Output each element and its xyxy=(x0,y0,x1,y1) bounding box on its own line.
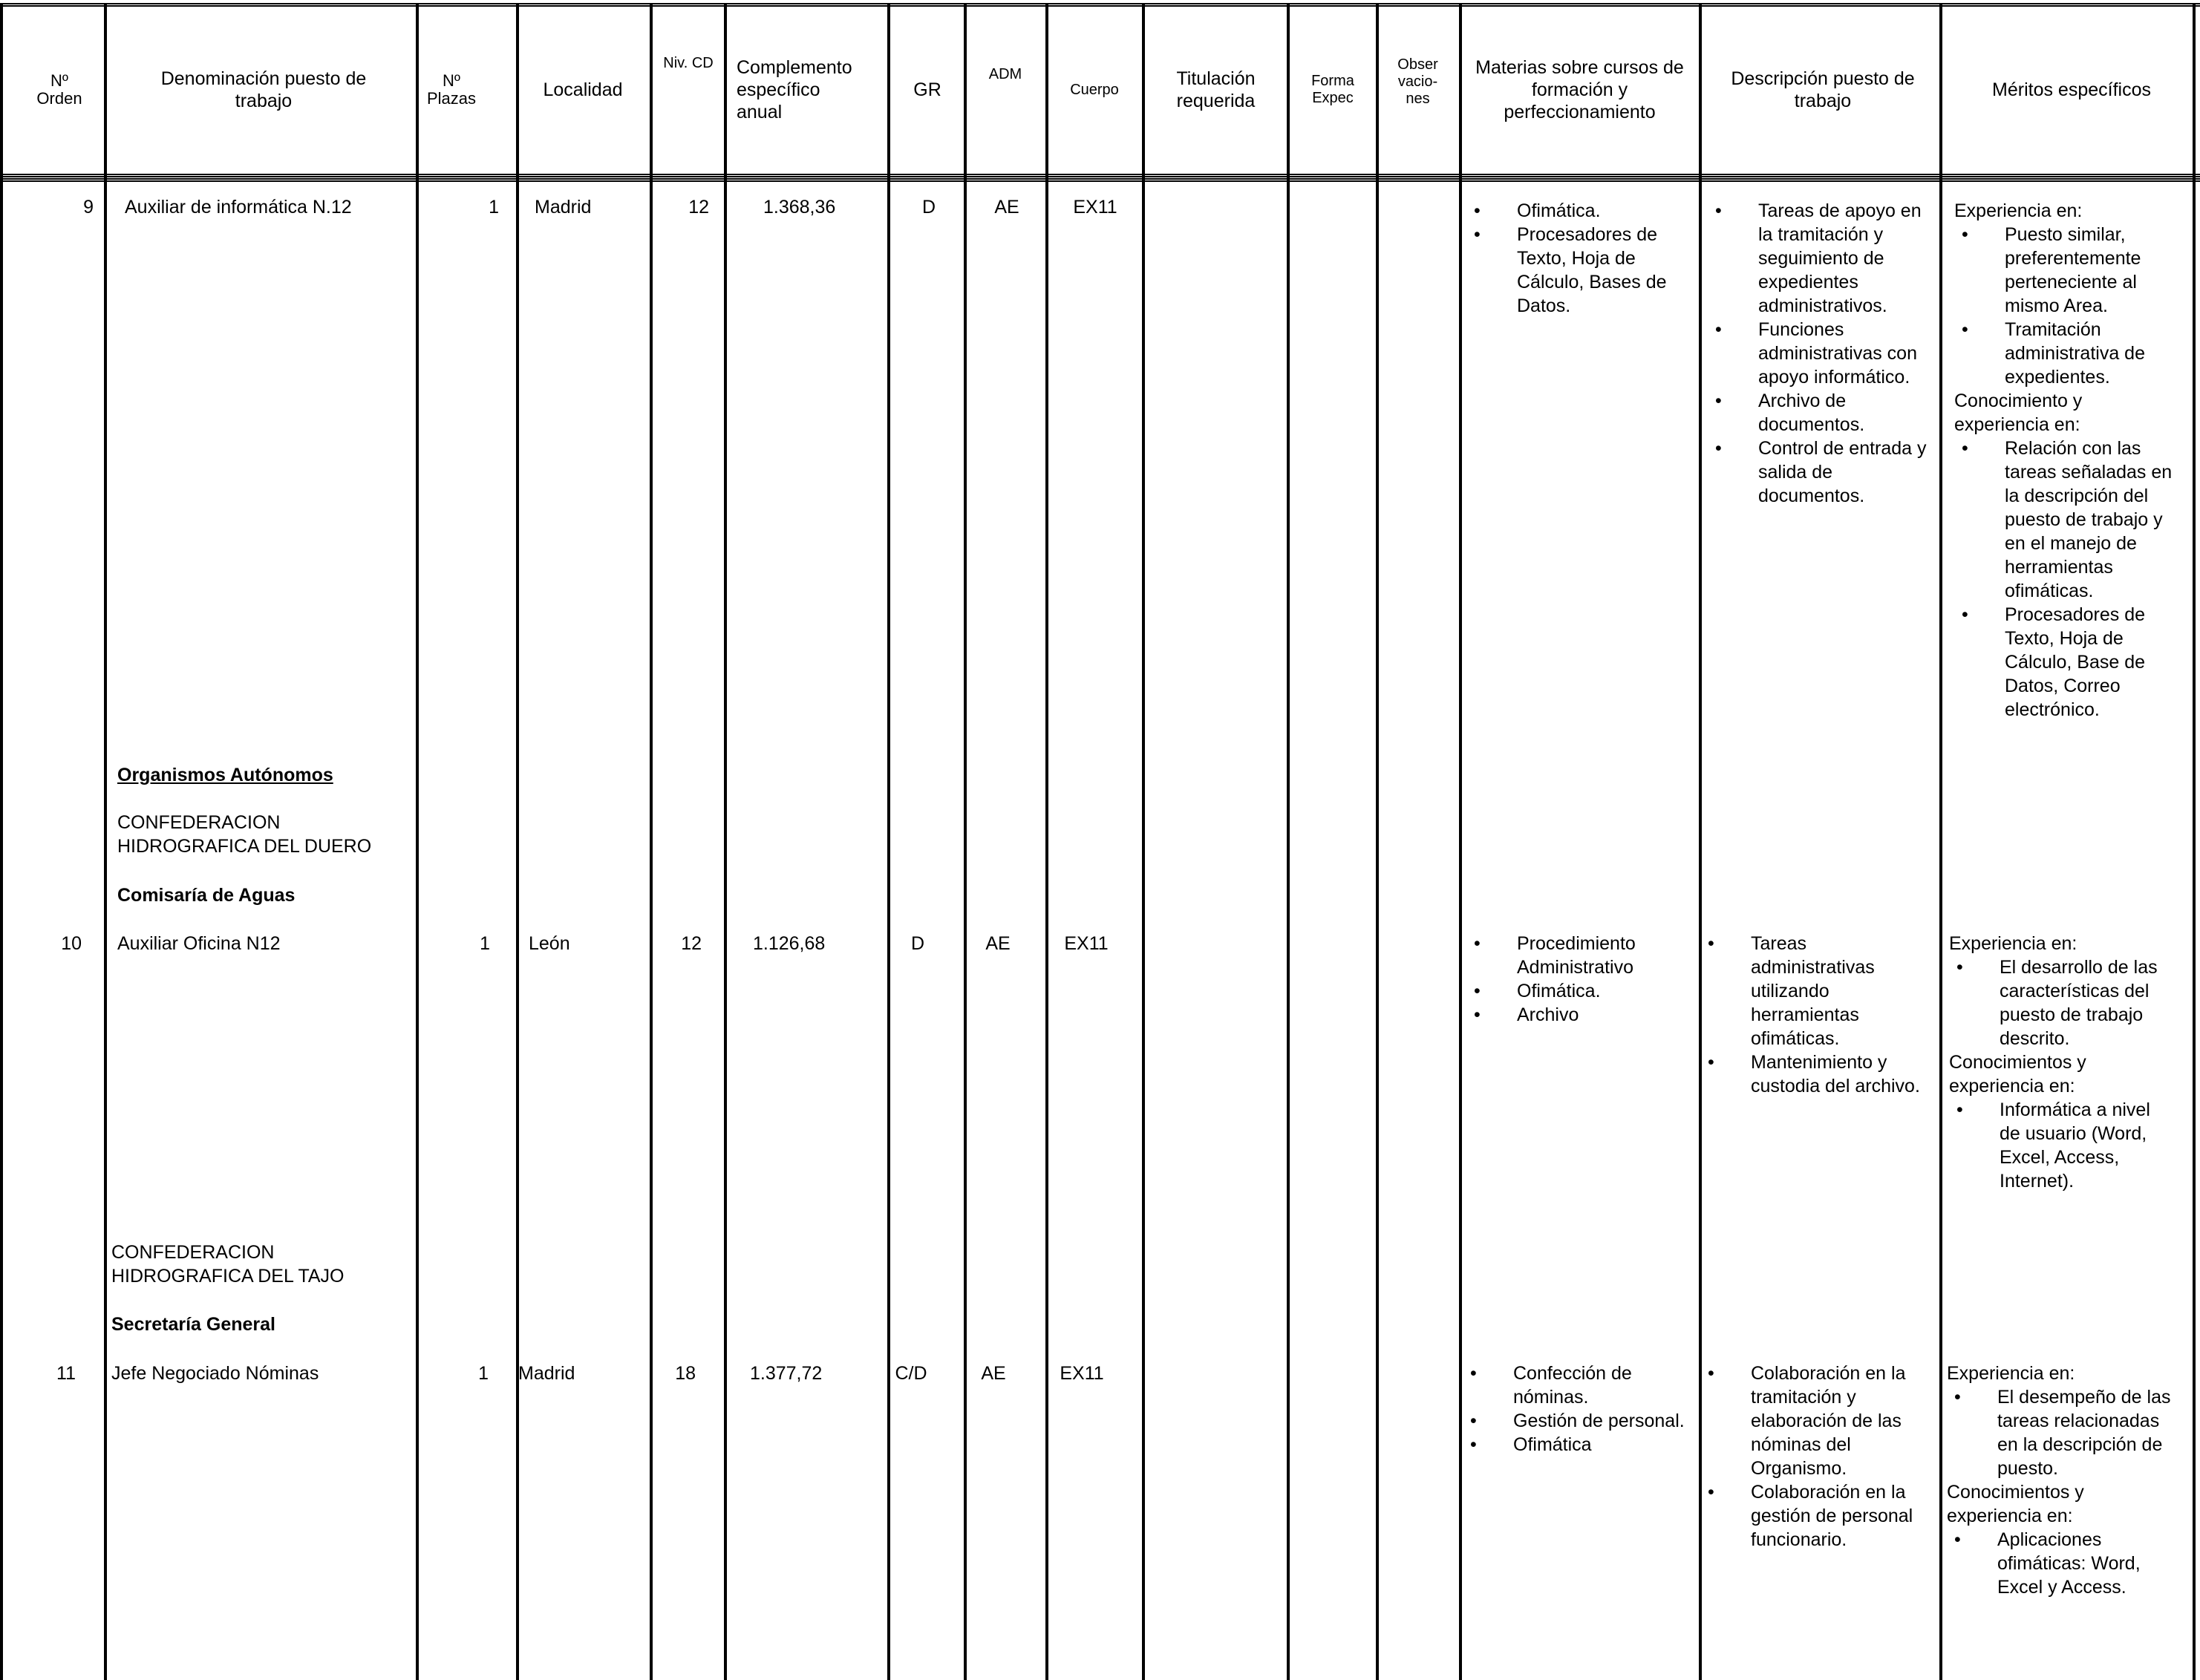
column-rule xyxy=(1459,4,1462,1680)
header-descripcion: Descripción puesto de trabajo xyxy=(1731,68,1915,111)
row11-cuerpo: EX11 xyxy=(1060,1363,1104,1384)
row11-gr: C/D xyxy=(895,1363,927,1384)
row11-plazas: 1 xyxy=(478,1363,489,1384)
column-rule xyxy=(1376,4,1379,1680)
list-item: • Procesadores de Texto, Hoja de Cálculo, Bases de Datos. xyxy=(1466,223,1689,318)
row11-adm: AE xyxy=(981,1363,1006,1384)
header-localidad: Localidad xyxy=(543,79,623,100)
list-item: • Puesto similar, preferentemente perteneciente al mismo Area. xyxy=(1954,223,2177,318)
header-materias: Materias sobre cursos de formación y perfeccionamiento xyxy=(1475,57,1684,122)
header-bottom-rule xyxy=(0,174,2200,177)
list-item: • El desempeño de las tareas relacionadas en la descripción de puesto. xyxy=(1947,1385,2173,1480)
list-item: • Tramitación administrativa de expedientes. xyxy=(1954,318,2177,389)
row11-localidad: Madrid xyxy=(518,1363,575,1384)
list-item: • Colaboración en la tramitación y elaboración de las nóminas del Organismo. xyxy=(1700,1362,1923,1480)
row9-cuerpo: EX11 xyxy=(1073,197,1117,218)
row9-denominacion: Auxiliar de informática N.12 xyxy=(125,197,352,218)
column-rule xyxy=(724,4,727,1680)
row9-plazas: 1 xyxy=(489,197,499,218)
row11-meritos xyxy=(1947,1362,2173,1599)
column-rule xyxy=(104,4,107,1680)
row9-materias xyxy=(1466,199,1689,318)
meritos-conocimiento-title: Conocimientos y experiencia en: xyxy=(1947,1482,2084,1526)
row10-complemento: 1.126,68 xyxy=(753,933,826,954)
list-item: • Aplicaciones ofimáticas: Word, Excel y Access. xyxy=(1947,1528,2173,1599)
column-rule xyxy=(964,4,967,1680)
list-item: • Archivo xyxy=(1466,1003,1689,1027)
row11-nivel: 18 xyxy=(675,1363,696,1384)
row10-cuerpo: EX11 xyxy=(1064,933,1109,954)
row9-gr: D xyxy=(921,197,936,218)
meritos-conocimiento-title: Conocimiento y experiencia en: xyxy=(1954,390,2083,435)
header-titulacion: Titulación requerida xyxy=(1176,68,1256,111)
header-adm: ADM xyxy=(988,65,1022,82)
header-complemento: Complemento específico anual xyxy=(737,57,852,122)
body-top-rule xyxy=(0,178,2200,182)
row10-orden: 10 xyxy=(61,933,82,954)
list-item: • El desarrollo de las características del puesto de trabajo descrito. xyxy=(1949,955,2175,1050)
column-rule xyxy=(416,4,419,1680)
section-organismos: Organismos Autónomos xyxy=(117,765,333,785)
column-rule xyxy=(1287,4,1290,1680)
row10-descripcion xyxy=(1700,932,1923,1098)
list-item: • Ofimática. xyxy=(1466,199,1689,223)
section-comisaria: Comisaría de Aguas xyxy=(117,885,296,906)
list-item: • Relación con las tareas señaladas en la descripción del puesto de trabajo y en el manejo de herramientas ofimáticas. xyxy=(1954,437,2177,603)
list-item: • Mantenimiento y custodia del archivo. xyxy=(1700,1050,1923,1098)
row9-nivel: 12 xyxy=(688,197,709,218)
meritos-experiencia-title: Experiencia en: xyxy=(1954,200,2083,221)
list-item: • Ofimática xyxy=(1463,1433,1685,1457)
list-item: • Confección de nóminas. xyxy=(1463,1362,1685,1409)
table-top-rule xyxy=(0,3,2200,7)
header-plazas: Nº Plazas xyxy=(426,71,477,108)
header-meritos: Méritos específicos xyxy=(1992,79,2151,100)
header-nivel-cd: Niv. CD xyxy=(663,54,714,71)
header-observaciones: Obser vacio- nes xyxy=(1397,56,1438,107)
column-rule xyxy=(887,4,890,1680)
row11-materias xyxy=(1463,1362,1685,1457)
list-item: • Control de entrada y salida de documentos. xyxy=(1708,437,1930,508)
list-item: • Gestión de personal. xyxy=(1463,1409,1685,1433)
list-item: • Funciones administrativas con apoyo informático. xyxy=(1708,318,1930,389)
column-rule xyxy=(0,4,3,1680)
row10-adm: AE xyxy=(985,933,1011,954)
row9-complemento: 1.368,36 xyxy=(763,197,836,218)
row10-nivel: 12 xyxy=(681,933,702,954)
header-orden: Nº Orden xyxy=(36,71,82,108)
meritos-experiencia-title: Experiencia en: xyxy=(1947,1363,2075,1384)
row9-descripcion xyxy=(1708,199,1930,508)
section-duero: CONFEDERACION HIDROGRAFICA DEL DUERO xyxy=(117,812,372,857)
column-rule xyxy=(516,4,519,1680)
column-rule xyxy=(650,4,653,1680)
row11-denominacion: Jefe Negociado Nóminas xyxy=(111,1363,319,1384)
row9-adm: AE xyxy=(994,197,1019,218)
meritos-conocimiento-title: Conocimientos y experiencia en: xyxy=(1949,1052,2086,1096)
list-item: • Informática a nivel de usuario (Word, Excel, Access, Internet). xyxy=(1949,1098,2175,1193)
meritos-experiencia-title: Experiencia en: xyxy=(1949,933,2077,954)
list-item: • Procesadores de Texto, Hoja de Cálculo, Base de Datos, Correo electrónico. xyxy=(1954,603,2177,722)
column-rule xyxy=(1045,4,1048,1680)
row10-materias xyxy=(1466,932,1689,1027)
row11-complemento: 1.377,72 xyxy=(750,1363,823,1384)
row10-plazas: 1 xyxy=(480,933,490,954)
header-gr: GR xyxy=(913,79,941,100)
column-rule xyxy=(2193,4,2196,1680)
section-secretaria: Secretaría General xyxy=(111,1314,275,1335)
list-item: • Ofimática. xyxy=(1466,979,1689,1003)
row10-meritos xyxy=(1949,932,2175,1193)
list-item: • Tareas de apoyo en la tramitación y seguimiento de expedientes administrativos. xyxy=(1708,199,1930,318)
row9-meritos xyxy=(1954,199,2177,722)
column-rule xyxy=(1939,4,1942,1680)
row10-gr: D xyxy=(910,933,925,954)
row9-orden: 9 xyxy=(83,197,94,218)
row10-denominacion: Auxiliar Oficina N12 xyxy=(117,933,281,954)
header-cuerpo: Cuerpo xyxy=(1070,81,1119,98)
column-rule xyxy=(1142,4,1145,1680)
header-denominacion: Denominación puesto de trabajo xyxy=(160,68,367,111)
list-item: • Procedimiento Administrativo xyxy=(1466,932,1689,979)
row10-localidad: León xyxy=(529,933,570,954)
row11-orden: 11 xyxy=(56,1363,76,1384)
list-item: • Tareas administrativas utilizando herramientas ofimáticas. xyxy=(1700,932,1923,1050)
section-tajo: CONFEDERACION HIDROGRAFICA DEL TAJO xyxy=(111,1242,345,1287)
row9-localidad: Madrid xyxy=(535,197,592,218)
list-item: • Archivo de documentos. xyxy=(1708,389,1930,437)
row11-descripcion xyxy=(1700,1362,1923,1552)
list-item: • Colaboración en la gestión de personal funcionario. xyxy=(1700,1480,1923,1552)
header-forma: Forma Expec xyxy=(1311,73,1354,106)
